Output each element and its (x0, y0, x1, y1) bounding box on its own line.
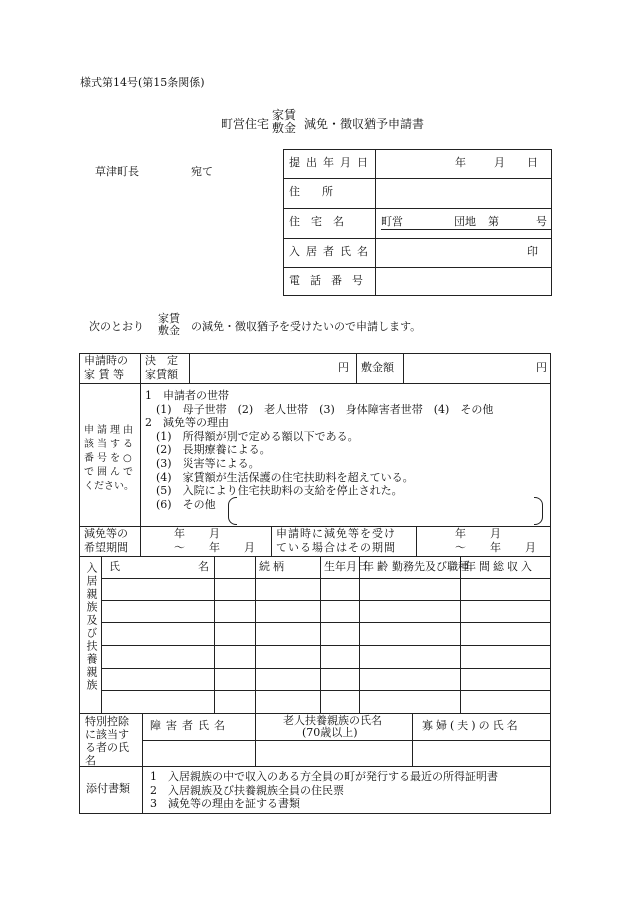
reason-option[interactable]: (5) 入院により住宅扶助料の支給を停止された。 (156, 484, 403, 498)
house-dai: 第 (488, 215, 499, 228)
rent-label-2: 家 賃 等 (84, 368, 124, 381)
family-header-birthdate: 生年月日 (324, 560, 368, 573)
period2-end-month: 月 (525, 541, 536, 554)
reason-option[interactable]: (6) その他 (156, 497, 216, 511)
addressee-suffix: 宛て (191, 165, 213, 178)
deposit-label: 敷金額 (361, 361, 394, 374)
reason-label-line: ください。 (84, 481, 134, 492)
deposit-yen: 円 (536, 361, 547, 374)
reason-label-line: 申請理由 (84, 425, 136, 436)
fixed-rent-1: 決 定 (145, 354, 178, 367)
household-options[interactable]: (1) 母子世帯 (2) 老人世帯 (3) 身体障害者世帯 (4) その他 (156, 402, 494, 416)
special-label-line: 名 (85, 754, 96, 767)
attachments-label: 添付書類 (86, 782, 130, 795)
period-start-month: 月 (209, 527, 220, 540)
period-end-year: 年 (209, 541, 220, 554)
attachment-item: 2 入居親族及び扶養親族全員の住民票 (150, 783, 344, 797)
period2-start-month: 月 (490, 527, 501, 540)
house-label: 住 宅 名 (289, 215, 344, 228)
intro-choice-deposit: 敷金 (158, 324, 180, 338)
attachment-item: 3 減免等の理由を証する書類 (150, 797, 300, 810)
rent-yen: 円 (338, 361, 349, 374)
disabled-name-header: 障害者氏名 (150, 719, 230, 732)
special-label-line: 特別控除 (85, 715, 129, 728)
seal: 印 (527, 245, 538, 258)
period-label-1: 減免等の (84, 527, 128, 540)
page-title: 減免・徴収猶予申請書 (304, 117, 425, 131)
special-label-line: る者の氏 (85, 741, 129, 754)
family-header-job: 勤務先及び職種 (392, 560, 469, 573)
addressee-name: 草津町長 (95, 165, 139, 178)
attachment-item: 1 入居親族の中で収入のある方全員の町が発行する最近の所得証明書 (150, 770, 498, 783)
special-label-line: に該当す (85, 728, 129, 741)
elderly-header-2: (70歳以上) (302, 726, 358, 739)
reason-label-line: 番号を○ (84, 453, 135, 464)
title-choice-rent: 家賃 (272, 108, 297, 122)
address-label: 住 所 (289, 185, 333, 198)
reason-option[interactable]: (3) 災害等による。 (156, 456, 260, 470)
phone-label: 電話番号 (289, 274, 373, 287)
reason-content (145, 389, 493, 511)
family-header-relation: 続柄 (259, 560, 287, 573)
period-tilde: ～ (174, 541, 185, 554)
reason-label-line: で囲んで (84, 467, 136, 478)
period-end-month: 月 (244, 541, 255, 554)
reason-label-line: 該当する (84, 439, 136, 450)
other-bracket-right (534, 497, 543, 525)
household-heading: 1 申請者の世帯 (145, 389, 229, 402)
family-header-income: 年間総収入 (465, 560, 535, 573)
house-danchi: 団地 (454, 215, 476, 228)
other-bracket-left (228, 497, 237, 525)
widow-header: 寡婦(夫)の氏名 (422, 719, 521, 732)
form-number: 様式第14号(第15条関係) (80, 76, 205, 89)
family-header-age: 年齢 (363, 560, 391, 573)
period-start-year: 年 (174, 527, 185, 540)
period2-tilde: ～ (455, 541, 466, 554)
special-label (85, 715, 129, 767)
elderly-header-1: 老人扶養親族の氏名 (283, 714, 382, 727)
reason-option[interactable]: (2) 長期療養による。 (156, 443, 271, 457)
family-header-surname: 氏 (109, 560, 120, 573)
title-choice-deposit: 敷金 (272, 121, 297, 136)
rent-label-1: 申請時の (84, 354, 128, 367)
intro-choice (158, 313, 180, 337)
date-month: 月 (494, 156, 505, 169)
attachments-list (150, 770, 498, 811)
period-mid-2: ている場合はその期間 (276, 541, 396, 554)
family-header-name: 名 (198, 560, 209, 573)
fixed-rent-2: 家賃額 (145, 368, 178, 381)
submit-date-label: 提出年月日 (289, 156, 374, 169)
intro-suffix: の減免・徴収猶予を受けたいので申請します。 (191, 320, 422, 333)
period-mid-1: 申請時に減免等を受け (276, 527, 396, 540)
period-label-2: 希望期間 (84, 541, 128, 554)
reason-option[interactable]: (4) 家賃額が生活保護の住宅扶助料を超えている。 (156, 470, 414, 484)
resident-label: 入居者氏名 (289, 245, 374, 258)
intro-choice-rent: 家賃 (158, 312, 180, 325)
reason-option[interactable]: (1) 所得額が別で定める額以下である。 (156, 429, 359, 443)
house-go: 号 (536, 215, 547, 228)
reason-heading: 2 減免等の理由 (145, 416, 229, 430)
title-choice (272, 109, 296, 135)
family-side-label: 入居親族及び扶養親族 (85, 562, 98, 692)
date-day: 日 (527, 156, 538, 169)
period2-start-year: 年 (455, 527, 466, 540)
intro-prefix: 次のとおり (89, 320, 144, 333)
period2-end-year: 年 (490, 541, 501, 554)
reason-label (84, 424, 136, 494)
date-year: 年 (455, 156, 466, 169)
title-prefix: 町営住宅 (221, 117, 270, 131)
house-town: 町営 (381, 215, 403, 228)
